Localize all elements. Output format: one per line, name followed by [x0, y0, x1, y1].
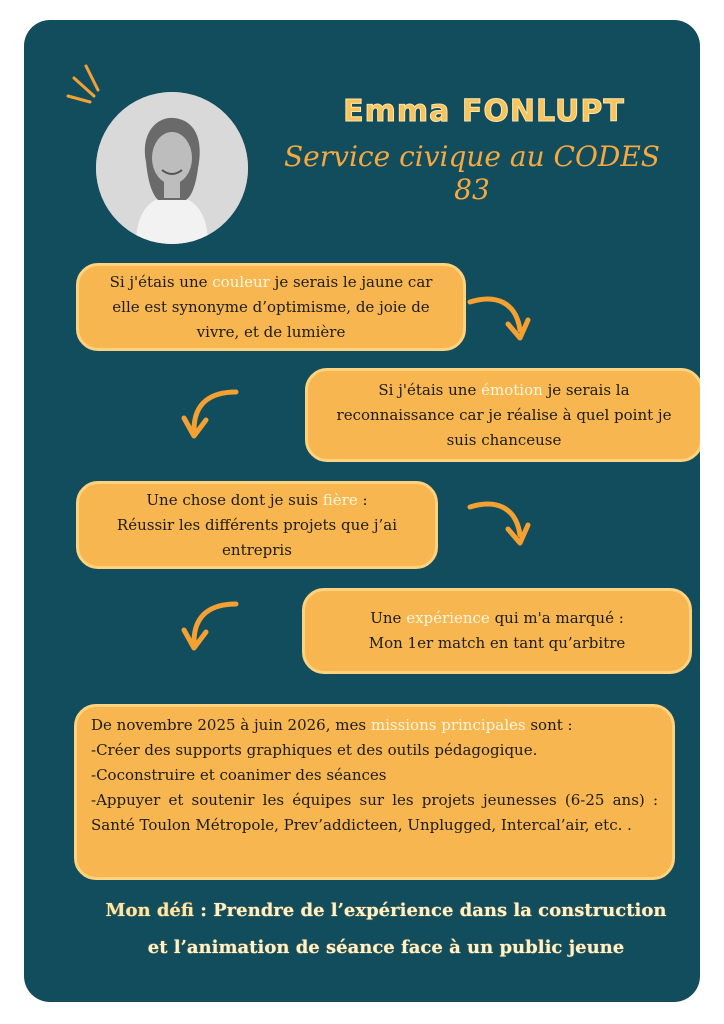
color-card-text — [110, 270, 433, 345]
curved-arrow-icon — [178, 590, 248, 660]
missions-suffix: sont : — [530, 716, 573, 734]
pride-prefix: Une chose dont je suis — [146, 490, 319, 509]
experience-line2: Mon 1er match en tant qu’arbitre — [368, 634, 626, 652]
profile-photo — [96, 92, 248, 244]
pride-card — [76, 481, 438, 569]
missions-card — [74, 704, 675, 880]
mission-item: -Coconstruire et coanimer des séances — [91, 766, 387, 784]
color-line3: vivre, et de lumière — [196, 322, 346, 341]
mission-item: -Appuyer et soutenir les équipes sur les projets jeunesses (6-25 ans) : Santé Toulon Métropole, Prev’addicteen, Unplugged, Intercal’air, etc. . — [91, 791, 658, 834]
experience-card — [302, 588, 692, 674]
emotion-keyword: émotion — [481, 380, 543, 399]
pride-suffix: : — [362, 490, 368, 509]
emotion-rest-line1: je serais la — [547, 380, 630, 399]
emotion-line2: reconnaissance car je réalise à quel point je — [336, 405, 672, 424]
experience-suffix: qui m'a marqué : — [494, 609, 624, 627]
missions-intro — [91, 713, 658, 738]
challenge-text: : Prendre de l’expérience dans la construction et l’animation de séance face à un public jeune — [147, 900, 667, 958]
missions-keyword: missions principales — [370, 716, 526, 734]
experience-prefix: Une — [370, 609, 402, 627]
color-prefix: Si j'étais une — [109, 272, 208, 291]
pride-keyword: fière — [322, 490, 358, 509]
mission-item: -Créer des supports graphiques et des outils pédagogique. — [91, 741, 538, 759]
challenge-label: Mon défi — [105, 900, 194, 921]
person-role: Service civique au CODES 83 — [284, 140, 660, 206]
color-rest-line1: je serais le jaune car — [274, 272, 433, 291]
challenge-statement — [104, 892, 668, 966]
curved-arrow-icon — [462, 485, 532, 555]
emotion-line3: suis chanceuse — [446, 430, 562, 449]
person-name: Emma FONLUPT — [343, 94, 625, 129]
color-card — [76, 263, 466, 351]
emotion-card — [305, 368, 700, 462]
emotion-card-text — [337, 378, 672, 453]
curved-arrow-icon — [178, 378, 248, 448]
profile-card — [24, 20, 700, 1002]
experience-keyword: expérience — [406, 609, 490, 627]
pride-line3: entrepris — [222, 540, 292, 559]
portrait-illustration — [96, 92, 248, 244]
curved-arrow-icon — [462, 280, 532, 350]
sparkle-lines-icon — [48, 60, 108, 120]
emotion-prefix: Si j'étais une — [378, 380, 477, 399]
color-keyword: couleur — [212, 272, 270, 291]
color-line2: elle est synonyme d’optimisme, de joie de — [112, 297, 430, 316]
experience-card-text — [369, 606, 626, 656]
pride-line2: Réussir les différents projets que j’ai — [116, 515, 398, 534]
pride-card-text — [117, 488, 397, 563]
missions-prefix: De novembre 2025 à juin 2026, mes — [91, 716, 367, 734]
